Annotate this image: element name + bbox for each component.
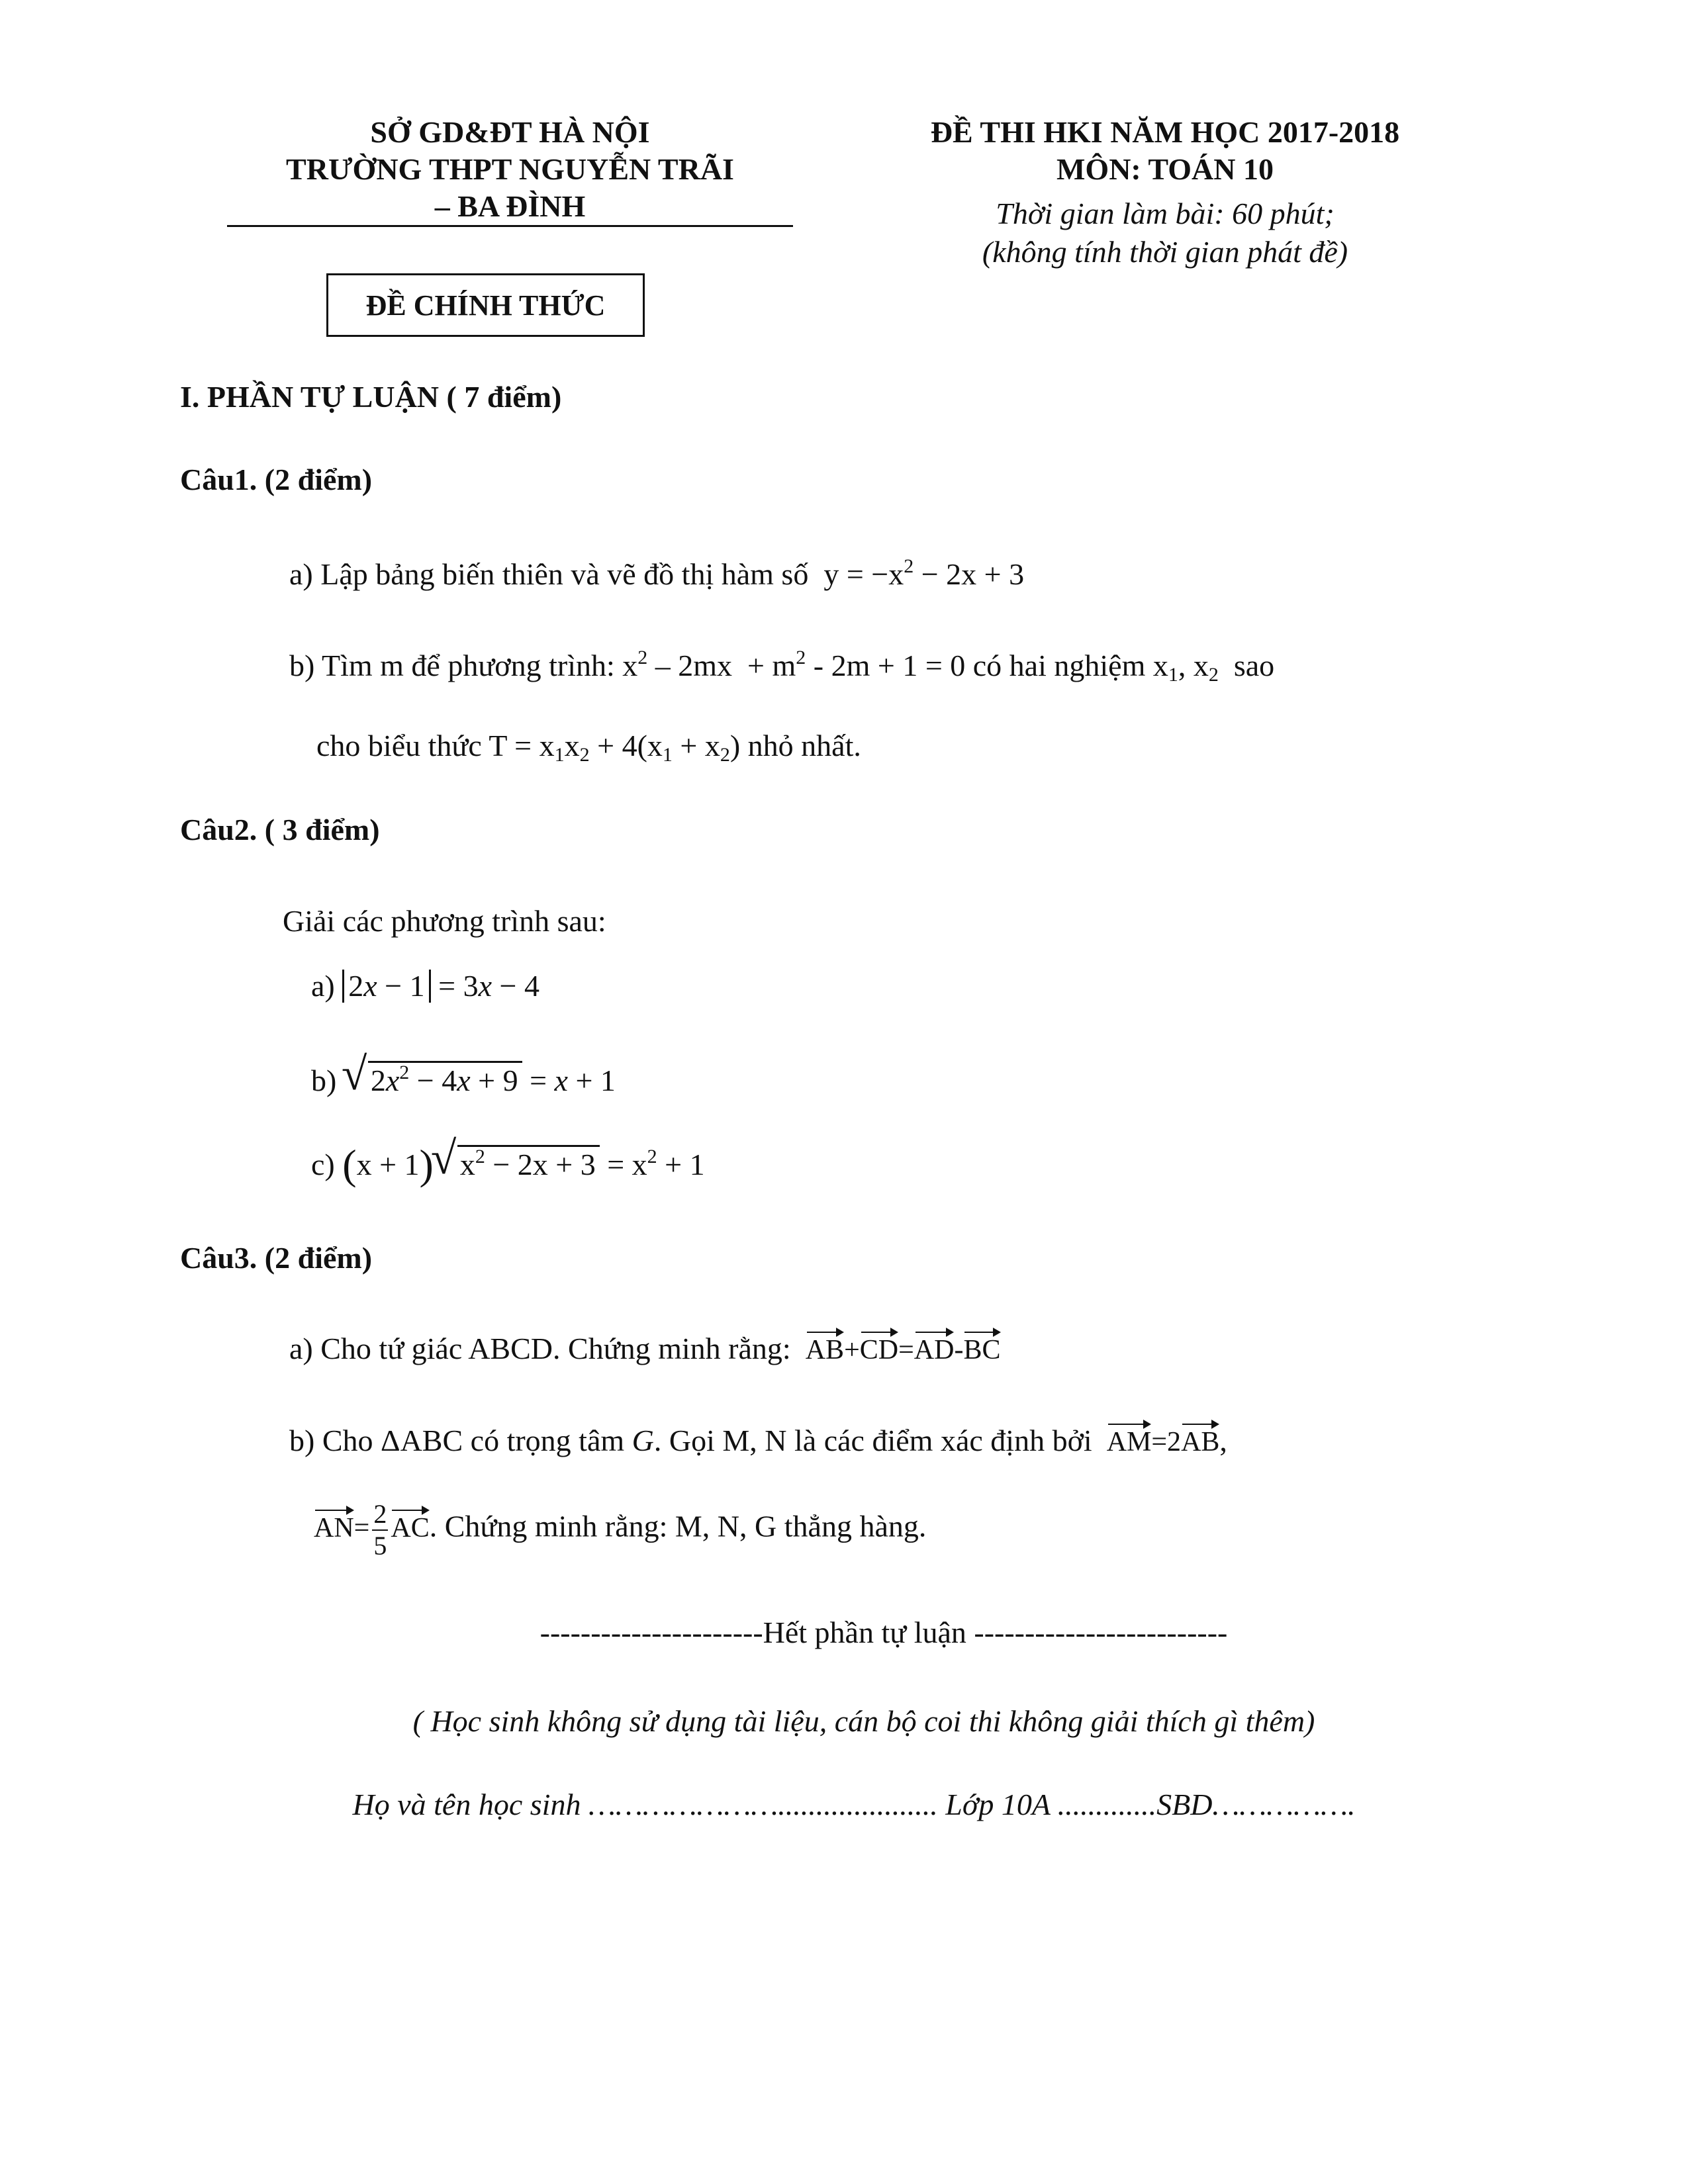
- end-of-section-line: ----------------------Hết phần tự luận -------------------------: [539, 1615, 1228, 1649]
- q1b-text4: cho biểu thức T = x: [316, 729, 555, 762]
- q2-title: Câu2. ( 3 điểm): [180, 813, 380, 846]
- q3b-text3: . Chứng minh rằng: M, N, G thẳng hàng.: [429, 1509, 927, 1543]
- school-name: TRƯỜNG THPT NGUYỄN TRÃI: [286, 152, 734, 186]
- q2c-line: [311, 1133, 705, 1188]
- q2b-equation: √ $2x^2 - 4x + 9 = x + 1$: [341, 1049, 616, 1100]
- q2c-label: c): [311, 1148, 335, 1181]
- time-note: (không tính thời gian phát đề): [982, 235, 1348, 269]
- q3a-vector-equation: AB+CD=AD-BC: [798, 1335, 1000, 1365]
- q1b-text5: nhỏ nhất.: [747, 729, 861, 762]
- q3a-text: a) Cho tứ giác ABCD. Chứng minh rằng:: [289, 1332, 791, 1365]
- section-title: I. PHẦN TỰ LUẬN ( 7 điểm): [180, 380, 562, 414]
- q3b-text1: b) Cho ΔABC có trọng tâm: [289, 1424, 625, 1457]
- q1b-line1: b) Tìm m để phương trình: $x^2 - 2mx + m^2 - 2m + 1 = 0$ có hai nghiệm $x_1$, $x_2$ sao: [289, 647, 1275, 686]
- q3a-line: [289, 1330, 1001, 1369]
- official-label: ĐỀ CHÍNH THỨC: [365, 289, 606, 322]
- q2b-label: b): [311, 1064, 337, 1097]
- q1b-equation: $x^2 - 2mx + m^2 - 2m + 1 = 0$: [622, 647, 966, 682]
- q3b-vector-an: AN= $\frac{2}{5}$ AC: [314, 1499, 430, 1561]
- q3b-line1: b) Cho ΔABC có trọng tâm G. Gọi M, N là các điểm xác định bởi AM=2AB,: [289, 1422, 1227, 1461]
- q2b-line: [311, 1049, 616, 1100]
- exam-note: ( Học sinh không sử dụng tài liệu, cán bộ coi thi không giải thích gì thêm): [412, 1704, 1315, 1738]
- fraction-two-fifths: $\frac{2}{5}$: [373, 1499, 387, 1561]
- q2c-equation: (x + 1) √ $x^2 - 2x + 3 = x^2 + 1$: [342, 1133, 705, 1188]
- q1b-text1: b) Tìm m để phương trình:: [289, 649, 615, 682]
- q1a-formula: $y = -x^2 - 2x + 3$: [816, 555, 1025, 591]
- q3b-vector-am: AM=2AB: [1100, 1427, 1219, 1457]
- q1a-line: [289, 556, 1024, 593]
- school-district: – BA ĐÌNH: [434, 189, 586, 223]
- student-info-line: Họ và tên học sinh …………………..................... Lớp 10A .............SBD…………….: [352, 1788, 1356, 1821]
- q1a-text: a) Lập bảng biến thiên và vẽ đồ thị hàm số: [289, 557, 809, 591]
- department-name: SỞ GD&ĐT HÀ NỘI: [370, 115, 650, 149]
- q2a-equation: 2x − 1 = 3x − 4: [342, 969, 539, 1003]
- subject-title: MÔN: TOÁN 10: [1056, 152, 1274, 186]
- q2-intro: Giải các phương trình sau:: [283, 904, 606, 938]
- official-label-box: [326, 273, 645, 337]
- q3-title: Câu3. (2 điểm): [180, 1241, 373, 1275]
- q3b-line2: [314, 1499, 926, 1561]
- q2a-label: a): [311, 969, 335, 1003]
- q3b-centroid: G: [632, 1424, 654, 1457]
- q1b-text3: sao: [1233, 649, 1275, 682]
- exam-title: ĐỀ THI HKI NĂM HỌC 2017-2018: [930, 115, 1400, 149]
- q1b-line2: cho biểu thức $T = x_1x_2 + 4(x_1 + x_2)$ nhỏ nhất.: [316, 729, 861, 766]
- q1-title: Câu1. (2 điểm): [180, 463, 373, 496]
- header-underline: [227, 225, 793, 227]
- q2a-line: [311, 968, 539, 1005]
- q1b-text2: có hai nghiệm x: [972, 649, 1168, 682]
- q3b-text2: . Gọi M, N là các điểm xác định bởi: [653, 1424, 1092, 1457]
- time-limit: Thời gian làm bài: 60 phút;: [996, 197, 1335, 230]
